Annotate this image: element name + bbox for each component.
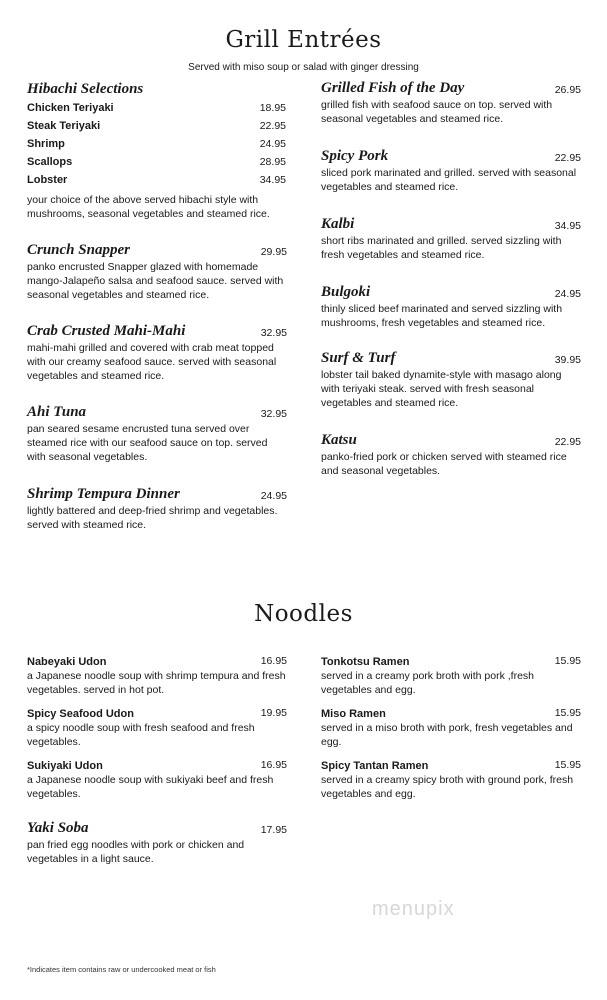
- menu-item-price: 15.95: [554, 707, 581, 719]
- menu-item-name: Crab Crusted Mahi-Mahi: [27, 323, 186, 339]
- menu-item: [27, 819, 287, 866]
- menu-item-price: 32.95: [260, 327, 287, 339]
- menu-item: [27, 650, 287, 697]
- menu-item-price: 29.95: [260, 246, 287, 258]
- hibachi-row: [27, 98, 286, 116]
- menu-item-description: served in a miso broth with pork, fresh vegetables and egg.: [321, 722, 573, 748]
- menu-item-description: panko encrusted Snapper glazed with homemade mango-Jalapeño salsa and seafood sauce. served with seasonal vegetables and steamed rice.: [27, 261, 284, 301]
- menu-item-price: 19.95: [260, 707, 287, 719]
- hibachi-heading: Hibachi Selections: [27, 81, 144, 97]
- menu-item-description: pan seared sesame encrusted tuna served over steamed rice with our seafood sauce on top. served with seasonal vegetables.: [27, 423, 268, 463]
- hibachi-item-name: Shrimp: [27, 138, 65, 150]
- menu-item-name: Surf & Turf: [321, 350, 396, 366]
- hibachi-row: [27, 152, 286, 170]
- raw-food-footnote: *Indicates item contains raw or undercooked meat or fish: [27, 965, 216, 974]
- hibachi-item-name: Chicken Teriyaki: [27, 102, 114, 114]
- menu-item: [321, 754, 581, 801]
- menu-item-name: Grilled Fish of the Day: [321, 80, 465, 96]
- menu-item: [321, 79, 581, 126]
- menu-item-price: 16.95: [260, 759, 287, 771]
- menu-item: [27, 322, 287, 383]
- menu-item: [27, 403, 287, 464]
- hibachi-row: [27, 170, 286, 188]
- hibachi-item-price: 34.95: [259, 174, 286, 186]
- menu-item-name: Spicy Tantan Ramen: [321, 760, 429, 772]
- menu-item-description: sliced pork marinated and grilled. served with seasonal vegetables and steamed rice.: [321, 167, 577, 193]
- hibachi-row: [27, 134, 286, 152]
- menu-item-price: 16.95: [260, 655, 287, 667]
- menu-item-description: mahi-mahi grilled and covered with crab meat topped with our creamy seafood sauce. served with seasonal vegetables and steamed rice.: [27, 342, 277, 382]
- menu-item-price: 34.95: [554, 220, 581, 232]
- menu-item-name: Kalbi: [321, 216, 355, 232]
- menu-item-name: Spicy Seafood Udon: [27, 708, 134, 720]
- menu-item-price: 15.95: [554, 759, 581, 771]
- menu-item-name: Tonkotsu Ramen: [321, 656, 410, 668]
- menu-item-price: 15.95: [554, 655, 581, 667]
- menu-item: [27, 754, 287, 801]
- hibachi-item-price: 24.95: [259, 138, 286, 150]
- menu-item-description: pan fried egg noodles with pork or chicken and vegetables in a light sauce.: [27, 839, 245, 865]
- menupix-watermark: menupix: [372, 898, 455, 920]
- hibachi-item-price: 18.95: [259, 102, 286, 114]
- menu-item-name: Katsu: [321, 432, 357, 448]
- menu-item: [321, 650, 581, 697]
- hibachi-description: your choice of the above served hibachi style with mushrooms, seasonal vegetables and steamed rice.: [27, 194, 270, 220]
- hibachi-item-name: Steak Teriyaki: [27, 120, 101, 132]
- menu-item: [321, 349, 581, 410]
- menu-item: [321, 283, 581, 330]
- menu-item-name: Spicy Pork: [321, 148, 389, 164]
- menu-item-description: thinly sliced beef marinated and served sizzling with mushrooms, fresh vegetables and steamed rice.: [321, 303, 563, 329]
- menu-item-description: lobster tail baked dynamite-style with masago along with teriyaki steak. served with fresh seasonal vegetables and steamed rice.: [321, 369, 562, 409]
- menu-item: [321, 215, 581, 262]
- hibachi-item-price: 28.95: [259, 156, 286, 168]
- menu-item-description: panko-fried pork or chicken served with steamed rice and seasonal vegetables.: [321, 451, 567, 477]
- menu-item-name: Ahi Tuna: [27, 404, 87, 420]
- menu-item: [321, 702, 581, 749]
- menu-item-price: 39.95: [554, 354, 581, 366]
- menu-item-price: 17.95: [260, 824, 287, 836]
- noodles-title: Noodles: [254, 601, 353, 627]
- menu-item: [27, 241, 287, 302]
- menu-item-name: Yaki Soba: [27, 820, 89, 836]
- menu-item-description: grilled fish with seafood sauce on top. served with seasonal vegetables and steamed rice.: [321, 99, 553, 125]
- menu-item-description: a spicy noodle soup with fresh seafood and fresh vegetables.: [27, 722, 255, 748]
- menu-item-description: served in a creamy spicy broth with ground pork, fresh vegetables and egg.: [321, 774, 574, 800]
- menu-item-description: a Japanese noodle soup with sukiyaki beef and fresh vegetables.: [27, 774, 274, 800]
- menu-item: [321, 431, 583, 478]
- hibachi-item-name: Scallops: [27, 156, 73, 168]
- menu-item-name: Nabeyaki Udon: [27, 656, 107, 668]
- menu-item: [27, 702, 287, 749]
- hibachi-row: [27, 116, 286, 134]
- grill-entrees-title: Grill Entrées: [225, 27, 382, 53]
- menu-item-price: 26.95: [554, 84, 581, 96]
- menu-item-price: 24.95: [554, 288, 581, 300]
- menu-item-description: lightly battered and deep-fried shrimp and vegetables. served with steamed rice.: [27, 505, 278, 531]
- menu-item-description: short ribs marinated and grilled. served sizzling with fresh vegetables and steamed rice.: [321, 235, 562, 261]
- menu-item-name: Sukiyaki Udon: [27, 760, 103, 772]
- menu-item-description: served in a creamy pork broth with pork ,fresh vegetables and egg.: [321, 670, 535, 696]
- menu-item-name: Crunch Snapper: [27, 242, 130, 258]
- menu-item-description: a Japanese noodle soup with shrimp tempura and fresh vegetables. served in hot pot.: [27, 670, 286, 696]
- menu-item-price: 22.95: [554, 436, 581, 448]
- menu-item: [27, 485, 287, 532]
- menu-item-name: Miso Ramen: [321, 708, 386, 720]
- grill-entrees-subtitle: Served with miso soup or salad with ginger dressing: [188, 62, 419, 73]
- menu-item-price: 22.95: [554, 152, 581, 164]
- menu-item-price: 24.95: [260, 490, 287, 502]
- menu-item-price: 32.95: [260, 408, 287, 420]
- hibachi-item-price: 22.95: [259, 120, 286, 132]
- menu-item-name: Bulgoki: [321, 284, 371, 300]
- menu-item: [321, 147, 581, 194]
- hibachi-item-name: Lobster: [27, 174, 68, 186]
- menu-item-name: Shrimp Tempura Dinner: [27, 486, 180, 502]
